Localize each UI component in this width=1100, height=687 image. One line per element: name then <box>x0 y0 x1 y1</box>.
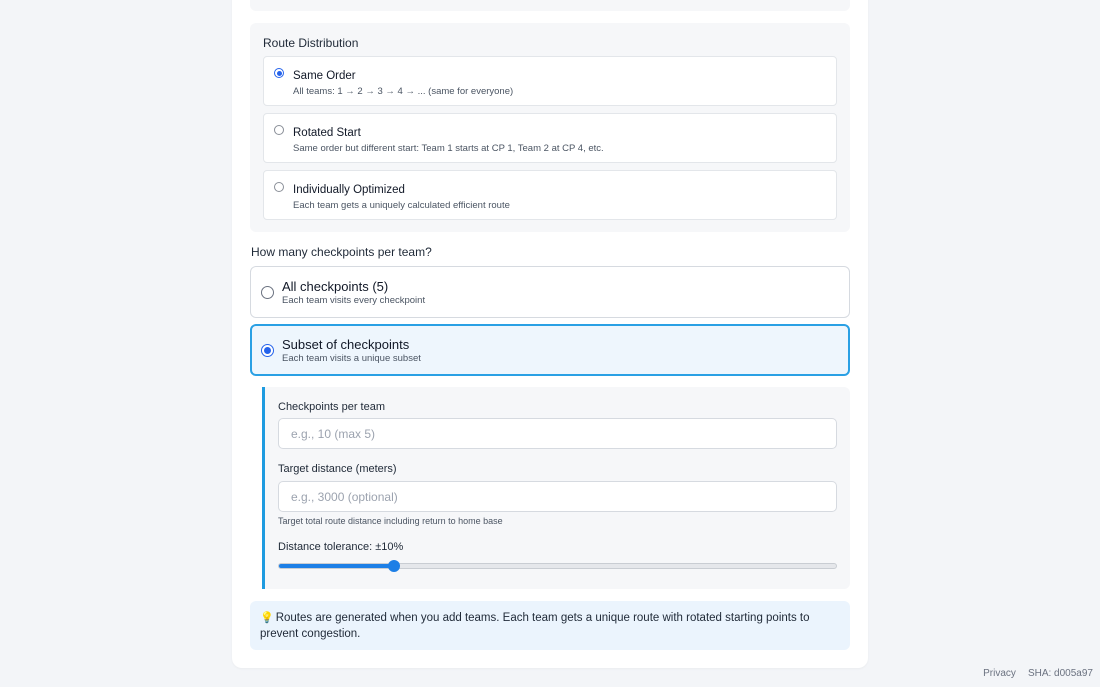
distance-tolerance-label: Distance tolerance: ±10% <box>278 541 404 553</box>
info-box <box>250 601 850 650</box>
info-text: Routes are generated when you add teams. Each team gets a unique route with rotated starting points to prevent congestion. <box>260 612 810 640</box>
privacy-link[interactable]: Privacy <box>983 668 1016 679</box>
route-option-title: Rotated Start <box>293 127 361 139</box>
route-option-title: Same Order <box>293 70 356 82</box>
all-checkpoints-radio[interactable] <box>261 286 274 299</box>
checkpoints-per-team-label: Checkpoints per team <box>278 401 385 413</box>
route-option-description: Each team gets a uniquely calculated efficient route <box>293 200 510 211</box>
target-distance-input[interactable] <box>278 481 837 512</box>
footer <box>983 668 1093 679</box>
checkpoints-per-team-input[interactable] <box>278 418 837 449</box>
checkpoint-option-subset[interactable] <box>250 324 850 376</box>
individually-optimized-radio[interactable] <box>274 182 284 192</box>
subset-settings-panel <box>262 387 850 589</box>
checkpoint-option-title: Subset of checkpoints <box>282 337 410 352</box>
route-option-same-order[interactable] <box>263 56 837 106</box>
checkpoint-option-description: Each team visits a unique subset <box>282 353 421 364</box>
rotated-start-radio[interactable] <box>274 125 284 135</box>
same-order-radio[interactable] <box>274 68 284 78</box>
slider-fill <box>279 564 394 568</box>
route-distribution-section <box>250 23 850 232</box>
route-distribution-title: Route Distribution <box>263 36 359 50</box>
route-option-rotated-start[interactable] <box>263 113 837 163</box>
subset-checkpoints-radio[interactable] <box>261 344 274 357</box>
sha-label: SHA: d005a97 <box>1027 668 1093 679</box>
previous-section-strip <box>250 0 850 11</box>
route-option-description: All teams: 1 → 2 → 3 → 4 → ... (same for everyone) <box>293 86 514 97</box>
route-option-title: Individually Optimized <box>293 184 405 196</box>
checkpoint-option-description: Each team visits every checkpoint <box>282 295 426 306</box>
checkpoint-option-all[interactable] <box>250 266 850 318</box>
lightbulb-icon: 💡 <box>260 612 274 624</box>
distance-tolerance-slider[interactable] <box>278 563 837 569</box>
route-option-individually-optimized[interactable] <box>263 170 837 220</box>
target-distance-label: Target distance (meters) <box>278 463 397 475</box>
slider-thumb[interactable] <box>388 560 400 572</box>
target-distance-help: Target total route distance including return to home base <box>278 516 503 526</box>
checkpoint-option-title: All checkpoints (5) <box>282 279 389 294</box>
checkpoints-question: How many checkpoints per team? <box>251 245 432 259</box>
route-option-description: Same order but different start: Team 1 starts at CP 1, Team 2 at CP 4, etc. <box>293 143 604 154</box>
